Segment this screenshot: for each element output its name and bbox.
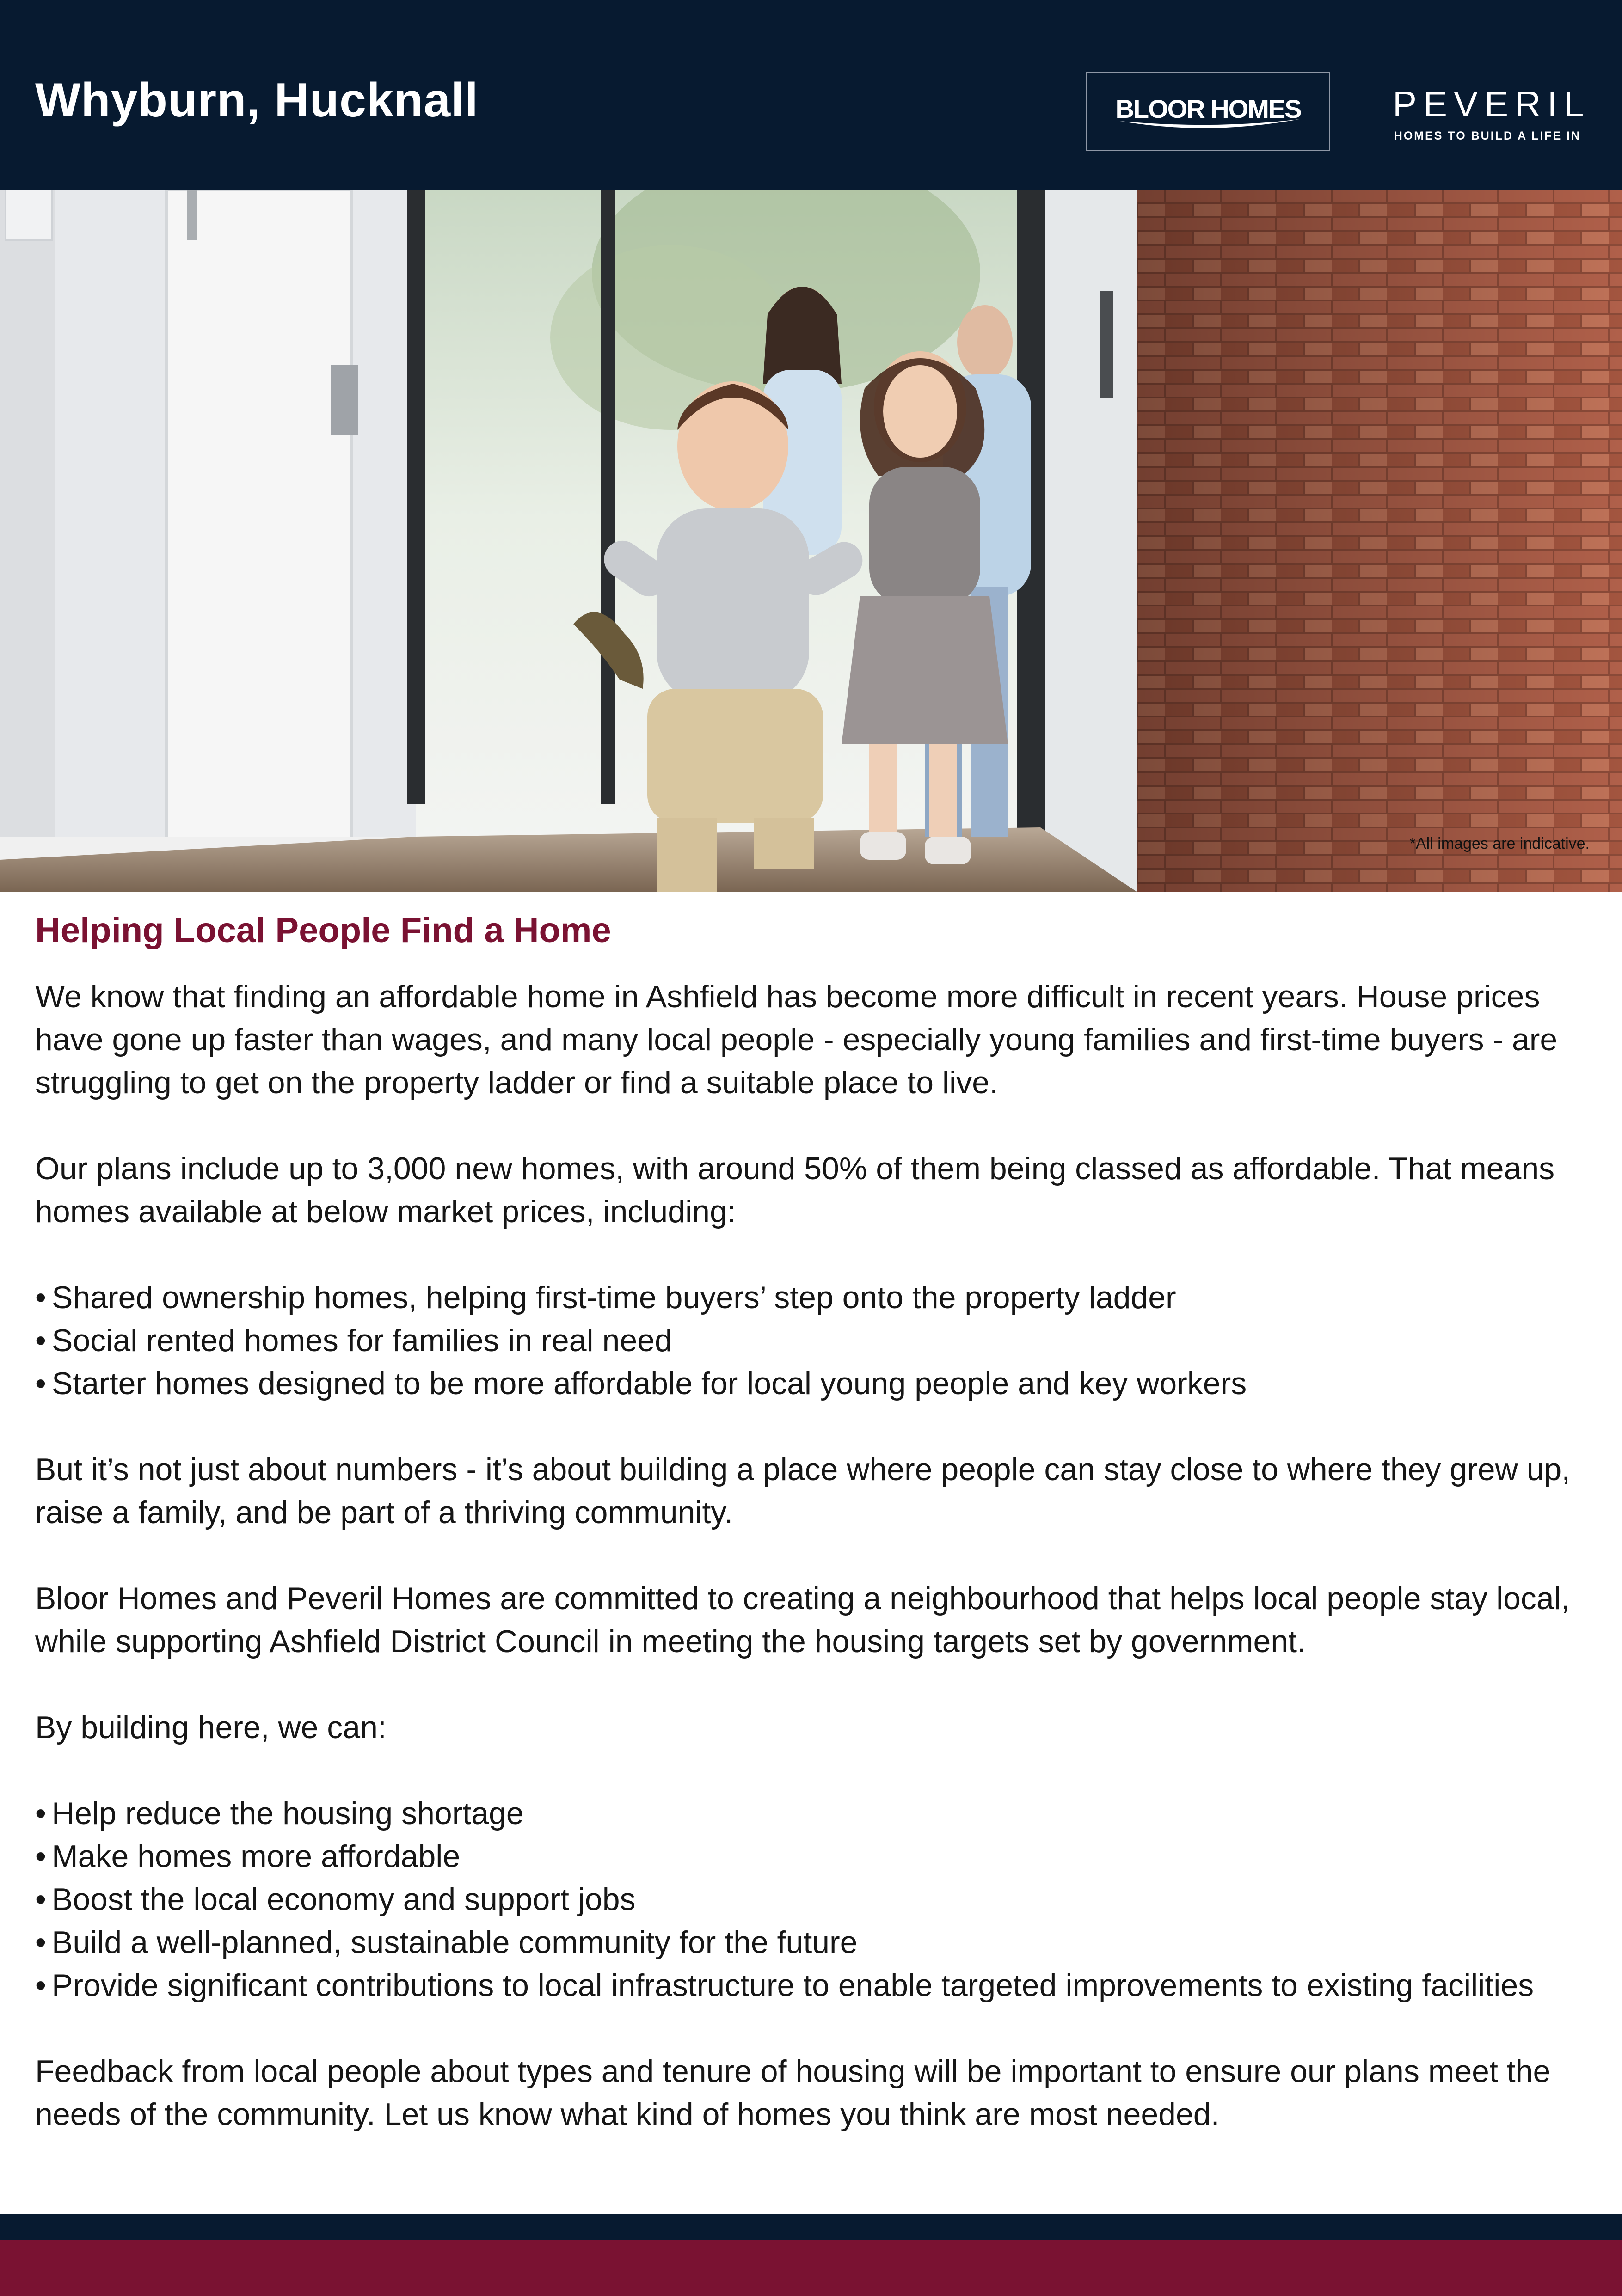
footer-navy-band (0, 2214, 1622, 2240)
images-disclaimer: *All images are indicative. (1409, 835, 1590, 852)
bullet-icon: • (35, 1882, 46, 1917)
bullet-icon: • (35, 1280, 46, 1315)
bloor-swoosh-icon (1115, 116, 1304, 134)
family-running-photo (0, 190, 1622, 892)
bloor-homes-logo-text: BLOOR HOMES (1115, 94, 1301, 123)
community-paragraph: But it’s not just about numbers - it’s about building a place where people can stay close to where they grew up, raise a family, and be part of a thriving community. (35, 1452, 1571, 1530)
bullet-icon: • (35, 1925, 46, 1960)
peveril-homes-logo (1393, 84, 1591, 143)
bullet-icon: • (35, 1323, 46, 1358)
bullet-icon: • (35, 1796, 46, 1831)
footer-maroon-band (0, 2240, 1622, 2296)
hero-image (0, 190, 1622, 892)
feedback-paragraph: Feedback from local people about types and tenure of housing will be important to ensure our plans meet the needs of the community. Let us know what kind of homes you think are most needed. (35, 2054, 1551, 2132)
list-item: • Provide significant contributions to local infrastructure to enable targeted improvements to existing facilities (35, 1964, 1598, 2007)
list-item: • Help reduce the housing shortage (35, 1792, 1598, 1835)
list-item: • Make homes more affordable (35, 1835, 1598, 1878)
site-title: Whyburn, Hucknall (35, 73, 479, 127)
benefits-list (35, 1792, 1598, 2007)
peveril-logo-tagline: HOMES TO BUILD A LIFE IN (1394, 129, 1581, 142)
list-item: • Boost the local economy and support jobs (35, 1878, 1598, 1921)
building-intro-paragraph: By building here, we can: (35, 1710, 387, 1745)
peveril-logo-name: PEVERIL (1393, 84, 1591, 124)
intro-paragraph: We know that finding an affordable home in Ashfield has become more difficult in recent years. House prices have gone up faster than wages, and many local people - especially young families and first-time buyers - are struggling to get on the property ladder or find a suitable place to live. (35, 979, 1558, 1100)
commitment-paragraph: Bloor Homes and Peveril Homes are committed to creating a neighbourhood that helps local people stay local, while supporting Ashfield District Council in meeting the housing targets set by government. (35, 1581, 1570, 1659)
page-header (0, 0, 1622, 190)
bullet-icon: • (35, 1839, 46, 1874)
bullet-icon: • (35, 1366, 46, 1401)
affordable-types-list (35, 1276, 1598, 1405)
list-item: • Starter homes designed to be more affordable for local young people and key workers (35, 1362, 1598, 1405)
list-item: • Build a well-planned, sustainable community for the future (35, 1921, 1598, 1964)
bloor-homes-logo (1086, 72, 1330, 151)
list-item: • Shared ownership homes, helping first-time buyers’ step onto the property ladder (35, 1276, 1598, 1319)
bullet-icon: • (35, 1968, 46, 2003)
section-heading: Helping Local People Find a Home (35, 911, 611, 950)
article-body (35, 975, 1598, 2179)
plans-paragraph: Our plans include up to 3,000 new homes, with around 50% of them being classed as affordable. That means homes available at below market prices, including: (35, 1151, 1555, 1229)
list-item: • Social rented homes for families in real need (35, 1319, 1598, 1362)
